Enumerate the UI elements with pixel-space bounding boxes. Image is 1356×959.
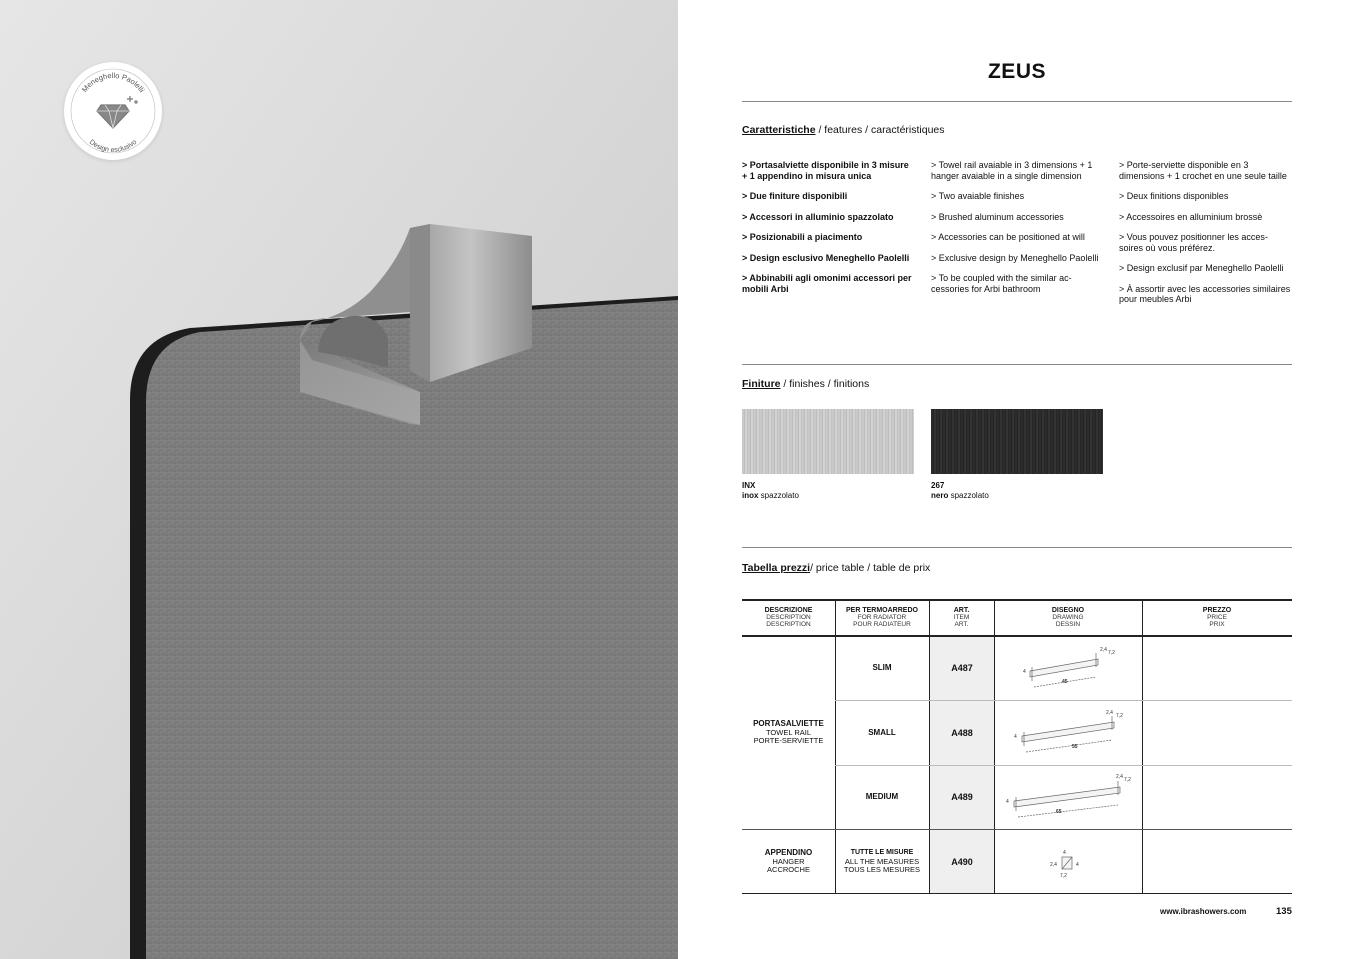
page-title: ZEUS	[987, 60, 1046, 83]
price-table-heading-key: Tabella prezzi	[742, 562, 811, 574]
th-main: PER TERMOARREDO	[846, 607, 918, 614]
group-sub: TOWEL RAIL	[765, 727, 811, 737]
th-sub: DESSIN	[1055, 621, 1081, 628]
group-main: PORTASALVIETTE	[753, 719, 824, 729]
features-heading	[742, 124, 945, 136]
dim-label: 7,2	[1124, 777, 1131, 783]
th-art	[929, 607, 994, 628]
th-sub: ART.	[954, 621, 969, 628]
size-label: MEDIUM	[865, 792, 899, 802]
diamond-icon	[97, 96, 138, 128]
th-sub: FOR RADIATOR	[857, 614, 907, 621]
art-cell	[930, 701, 994, 765]
finish-name-rest: spazzolato	[948, 491, 989, 500]
dim-label: 2,4	[1050, 862, 1057, 868]
divider	[742, 547, 1292, 548]
dim-label: 4	[1023, 669, 1026, 675]
dim-label: 55	[1072, 744, 1078, 750]
finish-name-rest: spazzolato	[758, 491, 799, 500]
divider	[742, 101, 1292, 102]
finish-label-inx	[742, 481, 799, 501]
size-cell	[835, 701, 929, 765]
feature-item: > Portasalviette disponibile in 3 misure + 1 appendino in misura unica	[742, 160, 909, 181]
feature-item: > To be coupled with the similar ac- cessories for Arbi bathroom	[931, 273, 1072, 294]
finishes-heading	[742, 378, 869, 390]
towel-rail-drawing-slim	[1018, 643, 1118, 691]
art-code: A489	[951, 792, 973, 803]
badge-bottom-text: Design esclusivo	[87, 138, 139, 155]
feature-item: > Porte-serviette disponible en 3 dimensions + 1 crochet en une seule taille	[1119, 160, 1287, 181]
feature-item: > Vous pouvez positionner les acces- soires où vous préférez.	[1119, 232, 1268, 253]
footer-url[interactable]: www.ibrashowers.com	[1160, 907, 1247, 916]
dim-label: 65	[1056, 809, 1062, 815]
th-price	[1142, 607, 1292, 628]
size-label: SMALL	[868, 727, 896, 737]
finishes-heading-key: Finiture	[742, 378, 781, 390]
dim-label: 7,2	[1060, 873, 1067, 879]
feature-item: > Posizionabili a piacimento	[742, 232, 863, 242]
feature-item: > Design esclusivo Meneghello Paolelli	[742, 252, 910, 263]
art-cell	[930, 830, 994, 894]
feature-item: > Two avaiable finishes	[931, 191, 1025, 201]
features-french	[1119, 160, 1291, 315]
dim-label: 4	[1006, 799, 1009, 805]
size-cell	[835, 637, 929, 700]
page-number: 135	[1276, 906, 1292, 917]
dim-label: 2,4	[1106, 710, 1113, 716]
dim-label: 7,2	[1116, 713, 1123, 719]
divider	[742, 364, 1292, 365]
th-sub: ITEM	[953, 614, 970, 621]
dim-label: 7,2	[1108, 650, 1115, 656]
th-sub: PRICE	[1207, 614, 1227, 621]
size-label: TUTTE LE MISURE	[850, 849, 914, 857]
th-drawing	[994, 607, 1142, 628]
size-cell	[835, 766, 929, 829]
feature-item: > Accessori in alluminio spazzolato	[742, 211, 894, 222]
size-sub: TOUS LES MESURES	[843, 865, 921, 875]
hanger-drawing	[1048, 847, 1088, 881]
th-description	[742, 607, 835, 628]
price-table	[742, 599, 1292, 894]
finish-name: nero	[931, 491, 949, 500]
size-label: SLIM	[872, 663, 892, 673]
design-badge	[64, 62, 162, 160]
feature-item: > Accessoires en alluminium brossè	[1119, 211, 1263, 222]
features-italian	[742, 160, 914, 304]
price-table-heading-rest: / price table / table de prix	[810, 562, 931, 574]
dim-label: 2,4	[1116, 774, 1123, 780]
features-english	[931, 160, 1103, 304]
group-hanger	[742, 830, 835, 894]
th-main: DESCRIZIONE	[764, 607, 813, 614]
th-sub: DESCRIPTION	[766, 614, 811, 621]
dim-label: 4	[1063, 850, 1066, 856]
towel-rail-drawing-medium	[1000, 771, 1132, 823]
dim-label: 45	[1062, 679, 1068, 685]
art-cell	[930, 766, 994, 829]
feature-item: > Due finiture disponibili	[742, 191, 848, 201]
feature-item: > Towel rail avaiable in 3 dimensions + 1 hanger avaiable in a single dimension	[931, 160, 1093, 181]
features-heading-key: Caratteristiche	[742, 124, 816, 136]
feature-item: > Brushed aluminum accessories	[931, 211, 1064, 222]
finish-label-267	[931, 481, 989, 501]
th-sub: DRAWING	[1052, 614, 1084, 621]
feature-item: > Design exclusif par Meneghello Paolelli	[1119, 263, 1284, 273]
feature-item: > Accessories can be positioned at will	[931, 232, 1085, 242]
th-main: DISEGNO	[1051, 607, 1085, 614]
feature-item: > Deux finitions disponibles	[1119, 191, 1229, 201]
th-sub: DESCRIPTION	[766, 621, 811, 628]
finish-code: INX	[742, 481, 756, 490]
dim-label: 2,4	[1100, 647, 1107, 653]
dim-label: 4	[1014, 734, 1017, 740]
group-main: APPENDINO	[764, 848, 813, 858]
group-sub: HANGER	[772, 856, 805, 866]
group-sub: PORTE-SERVIETTE	[753, 736, 824, 746]
th-main: ART.	[953, 607, 970, 614]
badge-top-text: Meneghello Paolelli	[79, 70, 147, 95]
towel-rail-drawing-small	[1008, 706, 1126, 758]
group-sub: ACCROCHE	[767, 865, 810, 875]
dim-label: 4	[1076, 862, 1079, 868]
features-heading-rest: / features / caractéristiques	[815, 124, 945, 136]
table-divider	[1142, 601, 1143, 893]
th-main: PREZZO	[1202, 607, 1232, 614]
feature-item: > Abbinabili agli omonimi accessori per mobili Arbi	[742, 273, 912, 294]
th-sub: PRIX	[1209, 621, 1225, 628]
size-cell	[835, 830, 929, 894]
finishes-heading-rest: / finishes / finitions	[780, 378, 870, 390]
finish-code: 267	[931, 481, 945, 490]
finish-name: inox	[742, 491, 759, 500]
group-towel-rail	[742, 637, 835, 829]
finish-swatch-inx	[742, 409, 914, 474]
art-code: A490	[951, 856, 973, 867]
art-code: A488	[951, 727, 973, 738]
finish-swatch-267	[931, 409, 1103, 474]
art-code: A487	[951, 663, 973, 674]
size-sub: ALL THE MEASURES	[844, 856, 920, 866]
feature-item: > À assortir avec les accessories similaires pour meubles Arbi	[1119, 283, 1291, 304]
price-table-heading	[742, 562, 930, 574]
th-sub: POUR RADIATEUR	[853, 621, 911, 628]
table-divider	[994, 601, 995, 893]
th-radiator	[835, 607, 929, 628]
art-cell	[930, 637, 994, 700]
feature-item: > Exclusive design by Meneghello Paolelli	[931, 252, 1099, 263]
